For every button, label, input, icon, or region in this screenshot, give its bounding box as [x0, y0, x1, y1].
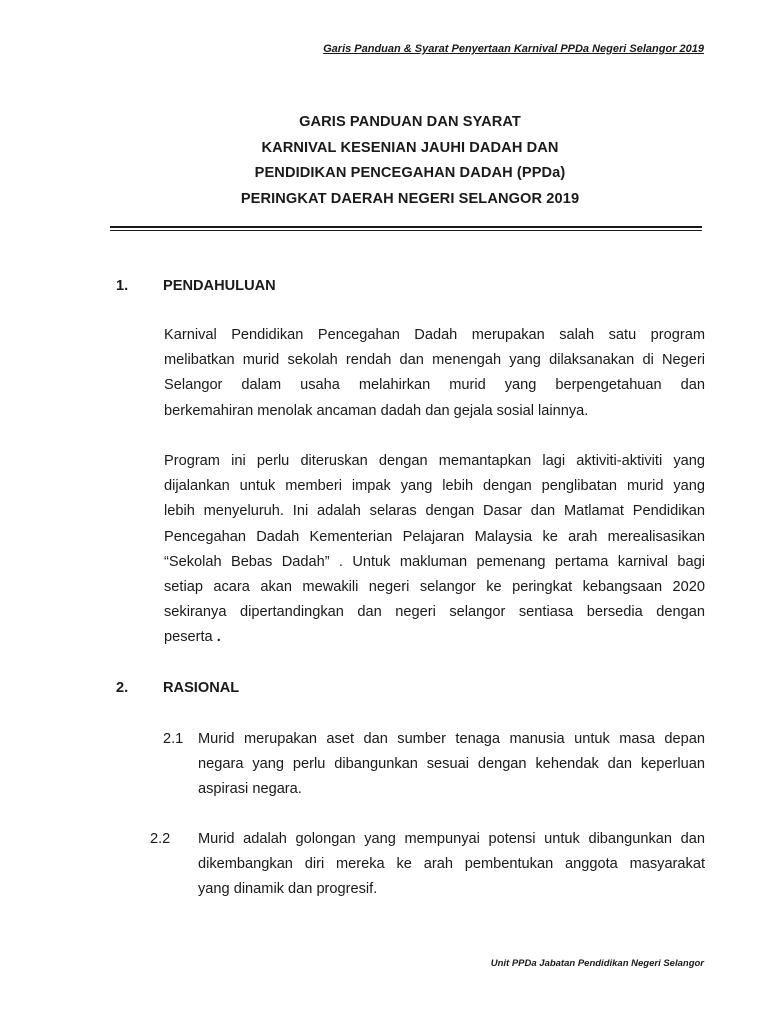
- paragraph-line: Pencegahan Dadah Kementerian Pelajaran Malaysia ke arah merealisasikan: [164, 528, 705, 545]
- paragraph-line: lebih menyeluruh. Ini adalah selaras dengan Dasar dan Matlamat Pendidikan: [164, 503, 705, 520]
- paragraph-line: Karnival Pendidikan Pencegahan Dadah merupakan salah satu program: [164, 327, 705, 343]
- paragraph: [164, 449, 705, 651]
- list-item-number: 2.2: [150, 831, 171, 847]
- section-number: 2.: [116, 680, 129, 696]
- title-divider: [110, 226, 702, 228]
- paragraph-line: Murid adalah golongan yang mempunyai potensi untuk dibangunkan dan: [198, 831, 705, 847]
- section-title: RASIONAL: [163, 680, 240, 696]
- paragraph-line: “Sekolah Bebas Dadah” . Untuk makluman pemenang pertama karnival bagi: [164, 553, 705, 570]
- paragraph-line: melibatkan murid sekolah rendah dan menengah yang dilaksanakan di Negeri: [164, 352, 705, 369]
- section-heading: [116, 680, 239, 696]
- paragraph-line: yang dinamik dan progresif.: [198, 881, 378, 898]
- title-line: KARNIVAL KESENIAN JAUHI DADAH DAN: [261, 139, 559, 156]
- document-title: [110, 110, 710, 212]
- page-footer: Unit PPDa Jabatan Pendidikan Negeri Selangor: [490, 958, 704, 969]
- title-divider-thin: [110, 230, 702, 231]
- title-line: PERINGKAT DAERAH NEGERI SELANGOR 2019: [240, 190, 580, 207]
- section-number: 1.: [116, 278, 129, 294]
- list-item-text: [198, 727, 705, 803]
- title-line: PENDIDIKAN PENCEGAHAN DADAH (PPDa): [254, 165, 566, 181]
- paragraph-line: sekiranya dipertandingkan dan negeri selangor sentiasa bersedia dengan: [164, 604, 705, 621]
- running-header: Garis Panduan & Syarat Penyertaan Karnival PPDa Negeri Selangor 2019: [323, 43, 704, 55]
- trailing-period: .: [212, 629, 221, 646]
- paragraph-line: dijalankan untuk memberi impak yang lebih dengan penglibatan murid yang: [164, 478, 705, 495]
- paragraph-line: negara yang perlu dibangunkan sesuai dengan kehendak dan keperluan: [198, 756, 705, 773]
- paragraph-line: Program ini perlu diteruskan dengan memantapkan lagi aktiviti-aktiviti yang: [164, 453, 705, 469]
- list-item-text: [198, 827, 705, 903]
- paragraph-line-text: peserta: [164, 629, 213, 646]
- paragraph-line: [164, 625, 705, 650]
- paragraph-line: Murid merupakan aset dan sumber tenaga manusia untuk masa depan: [198, 731, 705, 747]
- list-item-number: 2.1: [163, 731, 184, 747]
- title-line: GARIS PANDUAN DAN SYARAT: [299, 114, 521, 130]
- section-heading: [116, 278, 276, 294]
- paragraph-line: aspirasi negara.: [198, 781, 302, 798]
- paragraph-line: Selangor dalam usaha melahirkan murid yang berpengetahuan dan: [164, 377, 705, 394]
- section-title: PENDAHULUAN: [163, 278, 276, 294]
- paragraph-line: setiap acara akan mewakili negeri selangor ke peringkat kebangsaan 2020: [164, 579, 705, 596]
- paragraph: [164, 323, 705, 424]
- paragraph-line: berkemahiran menolak ancaman dadah dan gejala sosial lainnya.: [164, 402, 589, 419]
- paragraph-line: dikembangkan diri mereka ke arah pembentukan anggota masyarakat: [198, 856, 705, 873]
